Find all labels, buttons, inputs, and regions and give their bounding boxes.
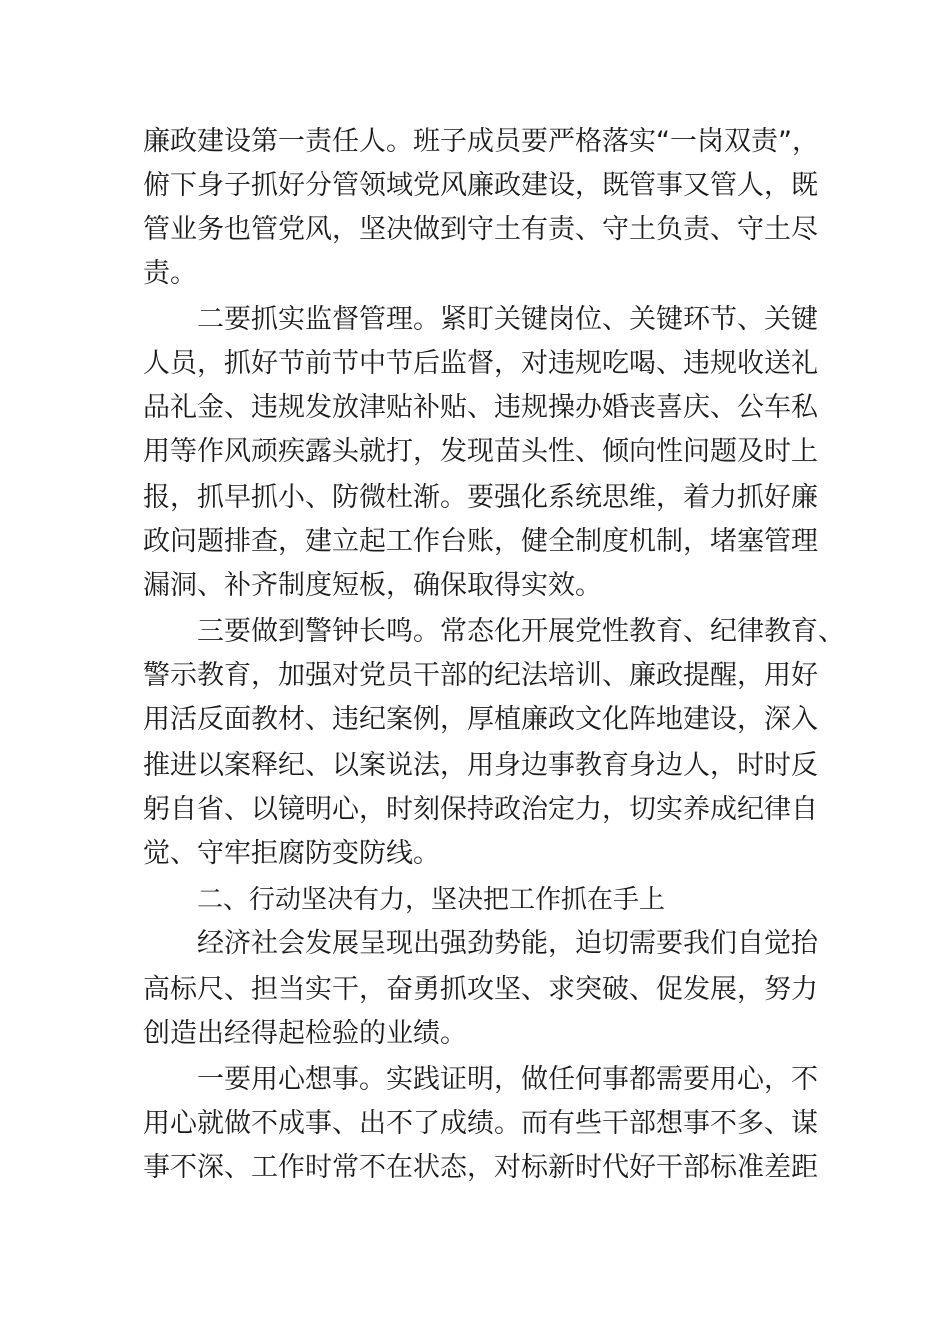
section-heading: 二、行动坚决有力，坚决把工作抓在手上 (197, 885, 666, 915)
text-line: 政问题排查，建立起工作台账，健全制度机制，堵塞管理 (143, 526, 818, 557)
paragraph-start-line: 三要做到警钟长鸣。常态化开展党性教育、纪律教育、 (197, 616, 845, 647)
text-line: 漏洞、补齐制度短板，确保取得实效。 (143, 570, 602, 601)
text-line: 高标尺、担当实干，奋勇抓攻坚、求突破、促发展，努力 (143, 974, 818, 1005)
text-line: 品礼金、违规发放津贴补贴、违规操办婚丧喜庆、公车私 (143, 392, 818, 423)
text-line: 报，抓早抓小、防微杜渐。要强化系统思维，着力抓好廉 (143, 482, 818, 513)
paragraph-start-line: 经济社会发展呈现出强劲势能，迫切需要我们自觉抬 (197, 928, 818, 959)
text-line: 推进以案释纪、以案说法，用身边事教育身边人，时时反 (143, 750, 818, 781)
paragraph-start-line: 二要抓实监督管理。紧盯关键岗位、关键环节、关键 (197, 304, 818, 335)
text-line: 创造出经得起检验的业绩。 (143, 1018, 467, 1049)
text-line: 用等作风顽疾露头就打，发现苗头性、倾向性问题及时上 (143, 436, 818, 467)
text-line: 责。 (143, 258, 197, 289)
text-line: 廉政建设第一责任人。班子成员要严格落实“一岗双责”， (143, 126, 819, 157)
text-line: 人员，抓好节前节中节后监督，对违规吃喝、违规收送礼 (143, 348, 818, 379)
text-line: 管业务也管党风，坚决做到守土有责、守土负责、守土尽 (143, 214, 818, 245)
text-line: 躬自省、以镜明心，时刻保持政治定力，切实养成纪律自 (143, 794, 818, 825)
text-line: 用活反面教材、违纪案例，厚植廉政文化阵地建设，深入 (143, 704, 818, 735)
text-line: 俯下身子抓好分管领域党风廉政建设，既管事又管人，既 (143, 170, 818, 201)
paragraph-start-line: 一要用心想事。实践证明，做任何事都需要用心，不 (197, 1064, 818, 1095)
text-line: 用心就做不成事、出不了成绩。而有些干部想事不多、谋 (143, 1108, 818, 1139)
text-line: 觉、守牢拒腐防变防线。 (143, 838, 440, 869)
text-line: 事不深、工作时常不在状态，对标新时代好干部标准差距 (143, 1152, 818, 1183)
text-line: 警示教育，加强对党员干部的纪法培训、廉政提醒，用好 (143, 660, 818, 691)
